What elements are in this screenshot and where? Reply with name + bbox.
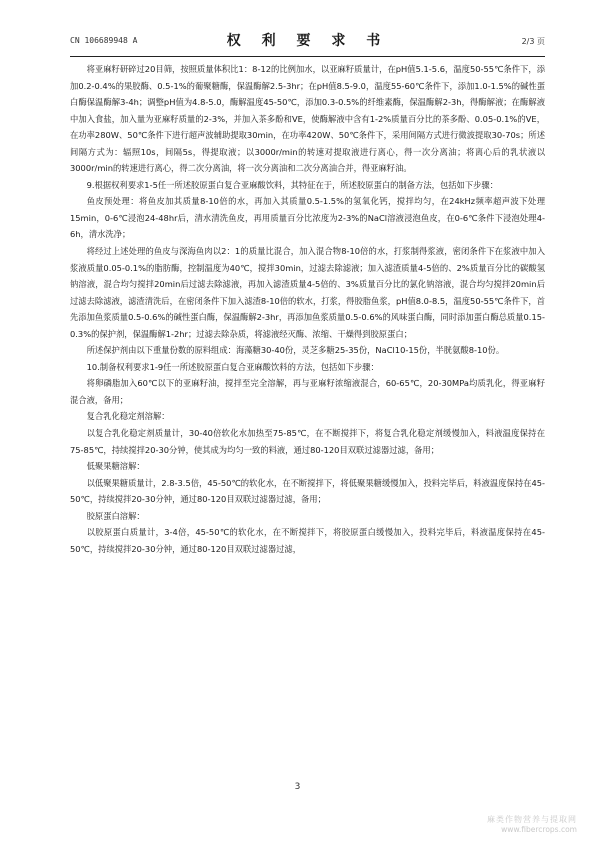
paragraph: 以复合乳化稳定剂质量计，30-40倍软化水加热至75-85℃，在不断搅拌下，将复合乳化稳定剂缓慢加入，料液温度保持在75-85℃，持续搅拌20-30分钟，使其成为均匀一致的料液，通过80-120目双联过滤器过滤，备用；	[70, 428, 545, 455]
section-heading: 低聚果糖溶解：	[86, 461, 145, 472]
section-heading: 复合乳化稳定剂溶解：	[86, 411, 170, 422]
paragraph: 以低聚果糖质量计，2.8-3.5倍，45-50℃的软化水，在不断搅拌下，将低聚果糖缓慢加入，投料完毕后，料液温度保持在45-50℃，持续搅拌20-30分钟，通过80-120目双联过滤器过滤，备用；	[70, 477, 545, 505]
claim-9-heading: 9.根据权利要求1-5任一所述胶原蛋白复合亚麻酸饮料，其特征在于，所述胶原蛋白的制备方法，包括如下步骤：	[86, 179, 499, 190]
paragraph: 将亚麻籽研碎过20目筛，按照质量体积比1：8-12的比例加水，以亚麻籽质量计，在pH值5.1-5.6，温度50-55℃条件下，添加0.2-0.4%的果胶酶、0.5-1%的葡聚糖酶，保温酶解2.5-3hr；在pH值8.5-9.0，温度55-60℃条件下，添加1.0-1.5%的碱性蛋白酶保温酶解3-4h；调整pH值为4.8-5.0，酶解温度45-50℃，添加0.3-0.5%的纤维素酶，保温酶解2-3h，得酶解液；在酶解液中加入食盐，加入量为亚麻籽质量的2-3%，并加入茶多酚和VE，使酶解液中含有1-2%质量百分比的茶多酚、0.05-0.1%的VE，在功率280W、50℃条件下进行超声波辅助提取30min，在功率420W、50℃条件下，采用间隔方式进行微波提取30-70s；所述间隔方式为：辐照10s，间隔5s，得提取液；以3000r/min的转速对提取液进行离心，得一次分离油；将离心后的乳状液以3000r/min的转速进行离心，得二次分离油，将一次分离油和二次分离油合并，得亚麻籽油。	[70, 64, 545, 174]
paragraph: 以胶原蛋白质量计，3-4倍，45-50℃的软化水，在不断搅拌下，将胶原蛋白缓慢加入，投料完毕后，料液温度保持在45-50℃，持续搅拌20-30分钟，通过80-120目双联过滤器过滤，	[70, 527, 545, 554]
patent-number: CN 106689948 A	[70, 36, 138, 45]
page-number: 3	[294, 782, 301, 792]
watermark-url: www.fibercrops.com	[501, 825, 577, 834]
claims-body	[70, 61, 545, 557]
watermark-text: 麻类作物营养与提取网	[487, 815, 577, 824]
section-heading: 胶原蛋白溶解：	[86, 510, 145, 521]
paragraph: 鱼皮预处理：将鱼皮加其质量8-10倍的水，再加入其质量0.5-1.5%的氢氧化钙，搅拌均匀，在24kHz频率超声波下处理15min，0-6℃浸泡24-48hr后，清水清洗鱼皮，再用质量百分比浓度为2-3%的NaCl溶液浸泡鱼皮，在0-6℃条件下浸泡处理4-6h，清水洗净；	[70, 196, 545, 240]
claim-10-heading: 10.制备权利要求1-9任一所述胶原蛋白复合亚麻酸饮料的方法，包括如下步骤：	[86, 361, 379, 372]
paragraph: 所述保护剂由以下重量份数的原料组成：海藻糖30-40份，灵芝多糖25-35份，NaCl10-15份，半胱氨酸8-10份。	[86, 345, 505, 356]
paragraph: 将经过上述处理的鱼皮与深海鱼肉以2：1的质量比混合，加入混合物8-10倍的水，打浆制得浆液，密闭条件下在浆液中加入浆液质量0.05-0.1%的脂肪酶，控制温度为40℃，搅拌30min，过滤去除滤液；加入滤渣质量4-5倍的、2%质量百分比的碳酸氢钠溶液，混合均匀搅拌20min后过滤去除滤液，再加入滤渣质量4-5倍的、3%质量百分比的氯化钠溶液，混合均匀搅拌20min后过滤去除滤液，滤渣清洗后，在密闭条件下加入滤渣8-10倍的软水，打浆，得胶脂鱼浆，pH值8.0-8.5，温度50-55℃条件下，首先添加鱼浆质量0.5-0.6%的碱性蛋白酶，保温酶解2-3hr，再添加鱼浆质量0.5-0.6%的风味蛋白酶，同时添加蛋白酶总质量0.15-0.3%的保护剂，保温酶解1-2hr；过滤去除杂质，将滤液经灭酶、浓缩、干燥得到胶原蛋白；	[70, 246, 545, 339]
page-indicator: 2/3 页	[521, 37, 545, 46]
page-header	[70, 30, 545, 54]
watermark	[487, 815, 577, 835]
header-divider	[70, 56, 545, 57]
document-title: 权 利 要 求 书	[226, 33, 389, 49]
paragraph: 将卵磷脂加入60℃以下的亚麻籽油，搅拌至完全溶解，再与亚麻籽浓缩液混合，60-65℃，20-30MPa均质乳化，得亚麻籽混合液，备用；	[70, 378, 545, 405]
